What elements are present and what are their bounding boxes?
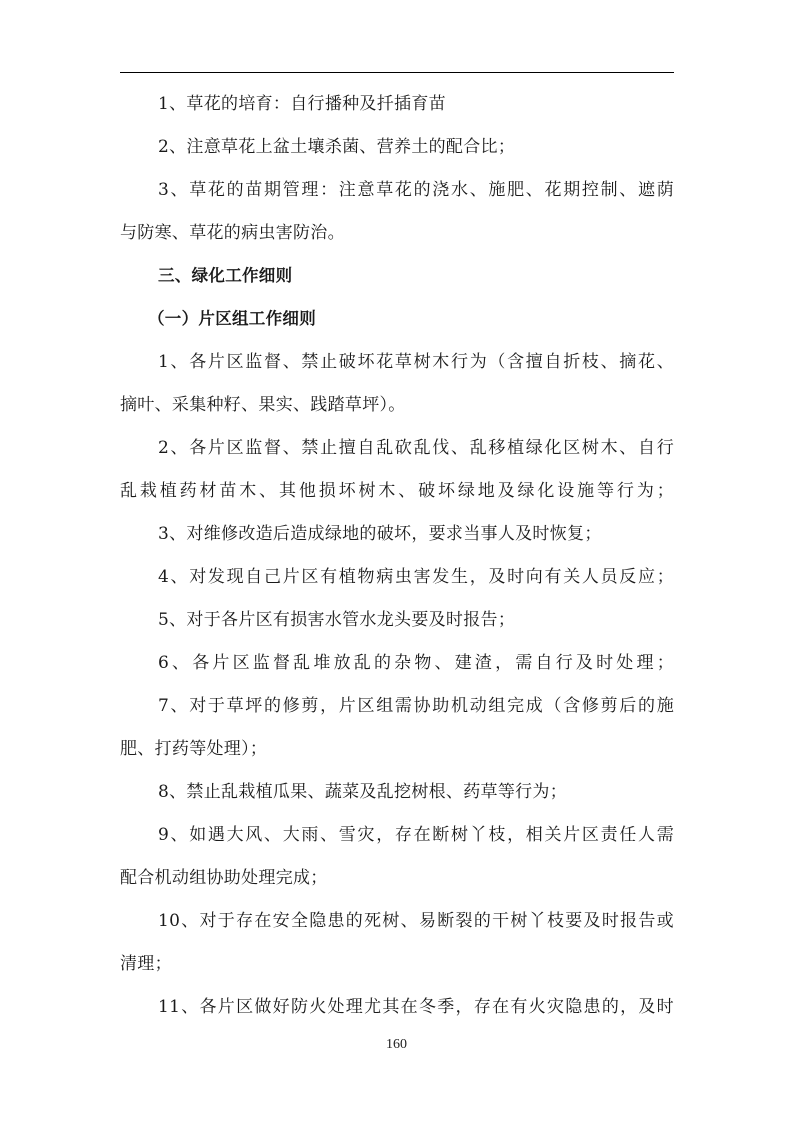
paragraph-line: 2、各片区监督、禁止擅自乱砍乱伐、乱移植绿化区树木、自行 bbox=[158, 438, 674, 458]
paragraph-line: 清理； bbox=[120, 954, 172, 974]
paragraph-line: 3、草花的苗期管理：注意草花的浇水、施肥、花期控制、遮荫 bbox=[158, 180, 674, 200]
paragraph-line: 6、各片区监督乱堆放乱的杂物、建渣，需自行及时处理； bbox=[158, 653, 674, 673]
paragraph-line: 8、禁止乱栽植瓜果、蔬菜及乱挖树根、药草等行为； bbox=[158, 782, 568, 802]
paragraph-line: 2、注意草花上盆土壤杀菌、营养土的配合比； bbox=[158, 137, 516, 157]
paragraph-line: 5、对于各片区有损害水管水龙头要及时报告； bbox=[158, 610, 516, 630]
paragraph-line: 11、各片区做好防火处理尤其在冬季，存在有火灾隐患的，及时 bbox=[158, 997, 674, 1017]
paragraph-line: 肥、打药等处理）； bbox=[120, 739, 268, 759]
paragraph-line: 1、草花的培育：自行播种及扦插育苗 bbox=[158, 94, 446, 114]
paragraph-line: 乱栽植药材苗木、其他损坏树木、破坏绿地及绿化设施等行为； bbox=[120, 481, 674, 501]
paragraph-line: 7、对于草坪的修剪，片区组需协助机动组完成（含修剪后的施 bbox=[158, 696, 674, 716]
paragraph-line: 4、对发现自己片区有植物病虫害发生，及时向有关人员反应； bbox=[158, 567, 674, 587]
paragraph-line: 3、对维修改造后造成绿地的破坏，要求当事人及时恢复； bbox=[158, 524, 602, 544]
paragraph-line: 配合机动组协助处理完成； bbox=[120, 868, 328, 888]
section-heading: 三、绿化工作细则 bbox=[158, 266, 293, 285]
subsection-heading: （一）片区组工作细则 bbox=[148, 309, 316, 328]
paragraph-line: 1、各片区监督、禁止破坏花草树木行为（含擅自折枝、摘花、 bbox=[158, 352, 674, 372]
paragraph-line: 9、如遇大风、大雨、雪灾，存在断树丫枝，相关片区责任人需 bbox=[158, 825, 674, 845]
paragraph-line: 摘叶、采集种籽、果实、践踏草坪）。 bbox=[120, 395, 406, 415]
header-rule bbox=[120, 72, 674, 73]
page-number: 160 bbox=[386, 1037, 407, 1052]
paragraph-line: 10、对于存在安全隐患的死树、易断裂的干树丫枝要及时报告或 bbox=[158, 911, 674, 931]
paragraph-line: 与防寒、草花的病虫害防治。 bbox=[120, 223, 345, 243]
